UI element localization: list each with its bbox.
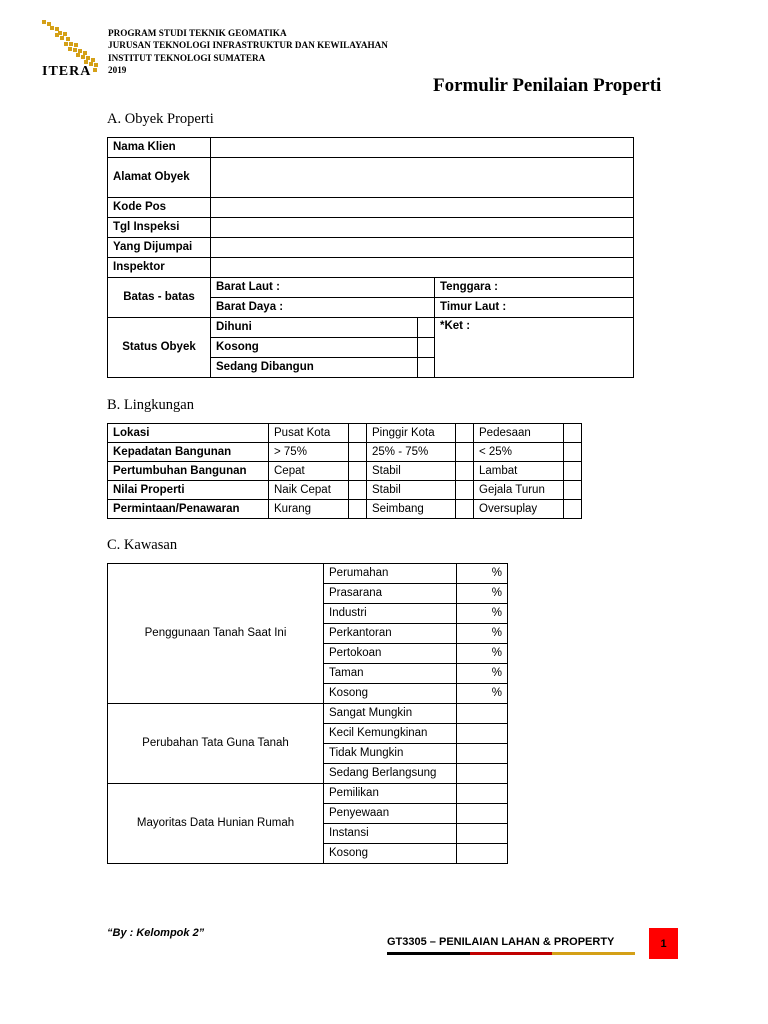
table-row — [108, 704, 508, 724]
option-checkbox[interactable] — [349, 424, 367, 443]
environment-table — [107, 423, 582, 519]
group-label: Mayoritas Data Hunian Rumah — [108, 784, 324, 864]
option-label: 25% - 75% — [367, 443, 456, 462]
value-field[interactable] — [457, 784, 508, 804]
institute-line: INSTITUT TEKNOLOGI SUMATERA — [108, 52, 266, 63]
course-label: GT3305 – PENILAIAN LAHAN & PROPERTY — [387, 936, 615, 948]
option-label: > 75% — [269, 443, 349, 462]
item-label: Prasarana — [324, 584, 457, 604]
bar-segment-gold — [552, 952, 635, 955]
option-label: < 25% — [474, 443, 564, 462]
option-label: Stabil — [367, 481, 456, 500]
bar-segment-red — [470, 952, 553, 955]
met-person-field[interactable] — [211, 238, 634, 258]
object-property-table — [107, 137, 634, 378]
field-label: Nama Klien — [108, 138, 211, 158]
option-checkbox[interactable] — [349, 500, 367, 519]
status-checkbox-under-construction[interactable] — [418, 358, 435, 378]
inspection-date-field[interactable] — [211, 218, 634, 238]
option-label: Cepat — [269, 462, 349, 481]
criterion-label: Pertumbuhan Bangunan — [108, 462, 269, 481]
table-row — [108, 318, 634, 338]
table-row — [108, 278, 634, 298]
field-label: Alamat Obyek — [108, 158, 211, 198]
option-checkbox[interactable] — [564, 424, 582, 443]
table-row — [108, 198, 634, 218]
item-label: Sedang Berlangsung — [324, 764, 457, 784]
item-label: Taman — [324, 664, 457, 684]
value-field[interactable]: % — [457, 664, 508, 684]
option-label: Oversuplay — [474, 500, 564, 519]
table-row — [108, 218, 634, 238]
item-label: Pertokoan — [324, 644, 457, 664]
northwest-boundary-field[interactable]: Barat Laut : — [211, 278, 435, 298]
item-label: Pemilikan — [324, 784, 457, 804]
value-field[interactable]: % — [457, 584, 508, 604]
table-row — [108, 424, 582, 443]
southwest-boundary-field[interactable]: Barat Daya : — [211, 298, 435, 318]
area-table — [107, 563, 508, 864]
status-option-label: Sedang Dibangun — [211, 358, 418, 378]
option-checkbox[interactable] — [564, 481, 582, 500]
form-title: Formulir Penilaian Properti — [433, 75, 662, 96]
department-line: JURUSAN TEKNOLOGI INFRASTRUKTUR DAN KEWILAYAHAN — [108, 40, 388, 51]
status-label: Status Obyek — [108, 318, 211, 378]
criterion-label: Permintaan/Penawaran — [108, 500, 269, 519]
option-label: Pinggir Kota — [367, 424, 456, 443]
option-label: Kurang — [269, 500, 349, 519]
notes-field[interactable]: *Ket : — [435, 318, 634, 378]
value-field[interactable] — [457, 844, 508, 864]
northeast-boundary-field[interactable]: Timur Laut : — [435, 298, 634, 318]
option-label: Lambat — [474, 462, 564, 481]
boundaries-label: Batas - batas — [108, 278, 211, 318]
option-label: Seimbang — [367, 500, 456, 519]
field-label: Yang Dijumpai — [108, 238, 211, 258]
table-row — [108, 258, 634, 278]
value-field[interactable]: % — [457, 684, 508, 704]
criterion-label: Nilai Properti — [108, 481, 269, 500]
status-option-label: Dihuni — [211, 318, 418, 338]
option-checkbox[interactable] — [456, 500, 474, 519]
item-label: Tidak Mungkin — [324, 744, 457, 764]
item-label: Perkantoran — [324, 624, 457, 644]
group-label: Penggunaan Tanah Saat Ini — [108, 564, 324, 704]
table-row — [108, 158, 634, 198]
field-label: Inspektor — [108, 258, 211, 278]
group-label: Perubahan Tata Guna Tanah — [108, 704, 324, 784]
option-label: Pedesaan — [474, 424, 564, 443]
criterion-label: Kepadatan Bangunan — [108, 443, 269, 462]
footer-color-bar — [387, 952, 635, 955]
value-field[interactable]: % — [457, 604, 508, 624]
inspector-field[interactable] — [211, 258, 634, 278]
item-label: Instansi — [324, 824, 457, 844]
option-label: Stabil — [367, 462, 456, 481]
table-row — [108, 564, 508, 584]
section-b-heading: B. Lingkungan — [107, 397, 194, 413]
item-label: Penyewaan — [324, 804, 457, 824]
table-row — [108, 481, 582, 500]
option-checkbox[interactable] — [456, 462, 474, 481]
page-number: 1 — [660, 937, 667, 950]
field-label: Tgl Inspeksi — [108, 218, 211, 238]
author-credit: “By : Kelompok 2” — [107, 927, 205, 939]
table-row — [108, 238, 634, 258]
postal-code-field[interactable] — [211, 198, 634, 218]
field-label: Kode Pos — [108, 198, 211, 218]
table-row — [108, 462, 582, 481]
client-name-field[interactable] — [211, 138, 634, 158]
option-checkbox[interactable] — [456, 424, 474, 443]
value-field[interactable] — [457, 744, 508, 764]
status-checkbox-empty[interactable] — [418, 338, 435, 358]
value-field[interactable] — [457, 804, 508, 824]
status-option-label: Kosong — [211, 338, 418, 358]
value-field[interactable]: % — [457, 644, 508, 664]
table-row — [108, 138, 634, 158]
year-line: 2019 — [108, 64, 127, 75]
status-checkbox-occupied[interactable] — [418, 318, 435, 338]
value-field[interactable]: % — [457, 564, 508, 584]
value-field[interactable] — [457, 704, 508, 724]
table-row — [108, 443, 582, 462]
option-checkbox[interactable] — [564, 462, 582, 481]
option-checkbox[interactable] — [349, 443, 367, 462]
option-checkbox[interactable] — [564, 443, 582, 462]
option-label: Gejala Turun — [474, 481, 564, 500]
bar-segment-black — [387, 952, 470, 955]
section-a-heading: A. Obyek Properti — [107, 111, 214, 127]
address-field[interactable] — [211, 158, 634, 198]
option-checkbox[interactable] — [349, 462, 367, 481]
option-checkbox[interactable] — [349, 481, 367, 500]
option-checkbox[interactable] — [456, 481, 474, 500]
value-field[interactable] — [457, 724, 508, 744]
item-label: Kosong — [324, 844, 457, 864]
item-label: Kecil Kemungkinan — [324, 724, 457, 744]
page-number-box — [649, 928, 678, 959]
value-field[interactable] — [457, 824, 508, 844]
option-checkbox[interactable] — [564, 500, 582, 519]
institution-header — [108, 27, 388, 76]
table-row — [108, 784, 508, 804]
section-c-heading: C. Kawasan — [107, 537, 178, 553]
item-label: Sangat Mungkin — [324, 704, 457, 724]
value-field[interactable] — [457, 764, 508, 784]
option-checkbox[interactable] — [456, 443, 474, 462]
option-label: Naik Cepat — [269, 481, 349, 500]
item-label: Industri — [324, 604, 457, 624]
item-label: Kosong — [324, 684, 457, 704]
value-field[interactable]: % — [457, 624, 508, 644]
option-label: Pusat Kota — [269, 424, 349, 443]
program-line: PROGRAM STUDI TEKNIK GEOMATIKA — [108, 28, 287, 38]
logo-text: ITERA — [42, 64, 92, 79]
item-label: Perumahan — [324, 564, 457, 584]
southeast-boundary-field[interactable]: Tenggara : — [435, 278, 634, 298]
criterion-label: Lokasi — [108, 424, 269, 443]
table-row — [108, 500, 582, 519]
